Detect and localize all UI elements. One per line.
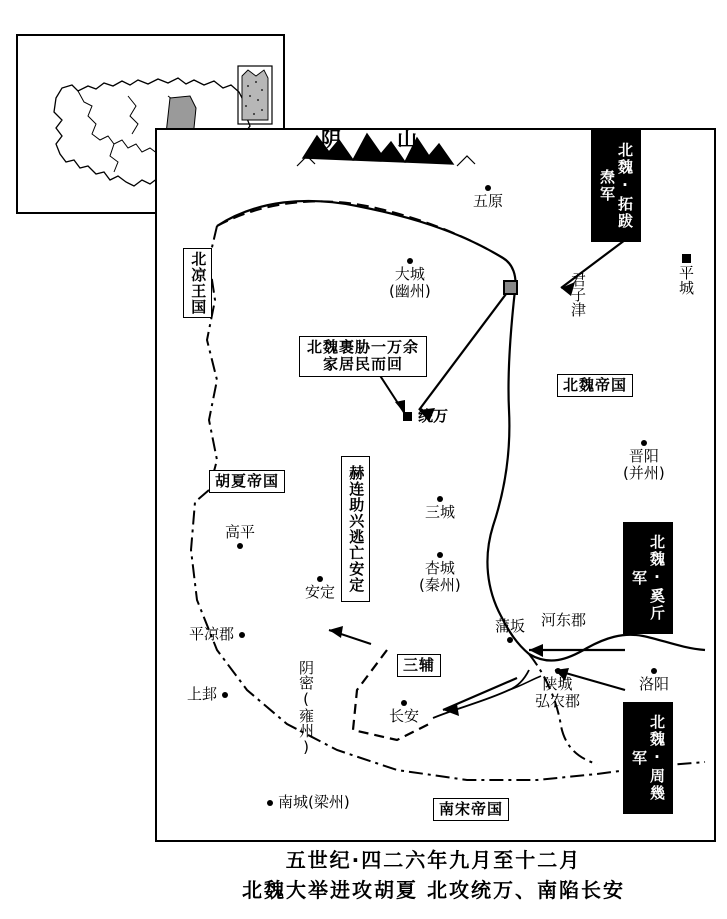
- city-label-pingliangjun: 平凉郡: [189, 625, 235, 643]
- city-label-xingcheng: 杏城: [424, 559, 455, 577]
- city-sublabel-jinyang: (并州): [623, 464, 665, 483]
- region-label-nansong: 南宋帝国: [433, 798, 509, 821]
- city-label-gaoping: 高平: [225, 523, 256, 541]
- army-label-zhouji: 北魏·周幾军: [623, 702, 673, 814]
- city-label-shancheng: 陕城: [542, 675, 573, 693]
- map-title-line1: 五世纪·四二六年九月至十二月: [285, 848, 582, 872]
- mountain-range-label: 阴 山: [321, 127, 435, 151]
- city-marker-gaoping: [225, 524, 255, 549]
- city-marker-jinyang: [623, 440, 665, 483]
- city-label-hedongjun: 河东郡: [541, 611, 587, 629]
- main-map-frame: [155, 128, 716, 842]
- city-marker-luoyang: [639, 668, 669, 693]
- city-label-hongnongjun: 弘农郡: [535, 692, 581, 711]
- city-marker-xingcheng: [419, 552, 461, 595]
- city-marker-pingcheng: [677, 254, 695, 295]
- city-marker-changan: [389, 700, 419, 725]
- city-label-shangbang: 上邽: [187, 685, 218, 703]
- city-label-jinyang: 晋阳: [628, 447, 659, 465]
- map-title: [155, 845, 712, 905]
- map-title-line2: 北魏大举进攻胡夏 北攻统万、南陷长安: [242, 878, 625, 902]
- city-label-puban: 蒲坂: [495, 617, 526, 635]
- city-marker-tongwan: [403, 408, 448, 425]
- city-label-pingcheng: 平城: [677, 265, 695, 295]
- city-marker-puban: [495, 618, 525, 643]
- city-label-junzijin: 君子津: [569, 272, 587, 317]
- city-label-dacheng: 大城: [394, 265, 425, 283]
- city-marker-wuyuan: [473, 185, 503, 210]
- region-label-huxia: 胡夏帝国: [209, 470, 285, 493]
- city-label-luoyang: 洛阳: [639, 675, 670, 693]
- city-label-sancheng: 三城: [425, 503, 456, 521]
- city-label-anding: 安定: [305, 583, 336, 601]
- region-label-beiwei: 北魏帝国: [557, 374, 633, 397]
- city-label-tongwan: 统万: [418, 407, 449, 425]
- city-marker-sancheng: [425, 496, 455, 521]
- city-sublabel-dacheng: (幽州): [389, 282, 431, 301]
- annotation-helianzhuxing: 赫连助兴逃亡安定: [341, 456, 370, 602]
- region-label-beiliang: 北凉王国: [183, 248, 212, 318]
- city-label-changan: 长安: [389, 707, 420, 725]
- city-label-nancheng: 南城(梁州): [278, 793, 350, 811]
- city-label-wuyuan: 五原: [473, 192, 504, 210]
- army-label-tuobatao: 北魏·拓跋焘军: [591, 130, 641, 242]
- city-sublabel-xingcheng: (秦州): [419, 576, 461, 595]
- city-marker-anding: [305, 576, 335, 601]
- city-marker-nancheng: [267, 794, 350, 811]
- city-marker-hedongjun: [541, 612, 586, 629]
- city-marker-pingliangjun: [189, 626, 245, 643]
- city-label-yinmi: 阴密(雍州): [297, 660, 315, 756]
- city-marker-dacheng: [389, 258, 431, 301]
- annotation-xiejiaqiangmin: 北魏裹胁一万余家居民而回: [299, 336, 427, 377]
- army-label-xijin: 北魏·奚斤军: [623, 522, 673, 634]
- city-marker-junzijin: [503, 280, 514, 291]
- region-label-sanfu: 三辅: [397, 654, 441, 677]
- city-marker-shancheng: [535, 668, 580, 711]
- city-marker-shangbang: [187, 686, 228, 703]
